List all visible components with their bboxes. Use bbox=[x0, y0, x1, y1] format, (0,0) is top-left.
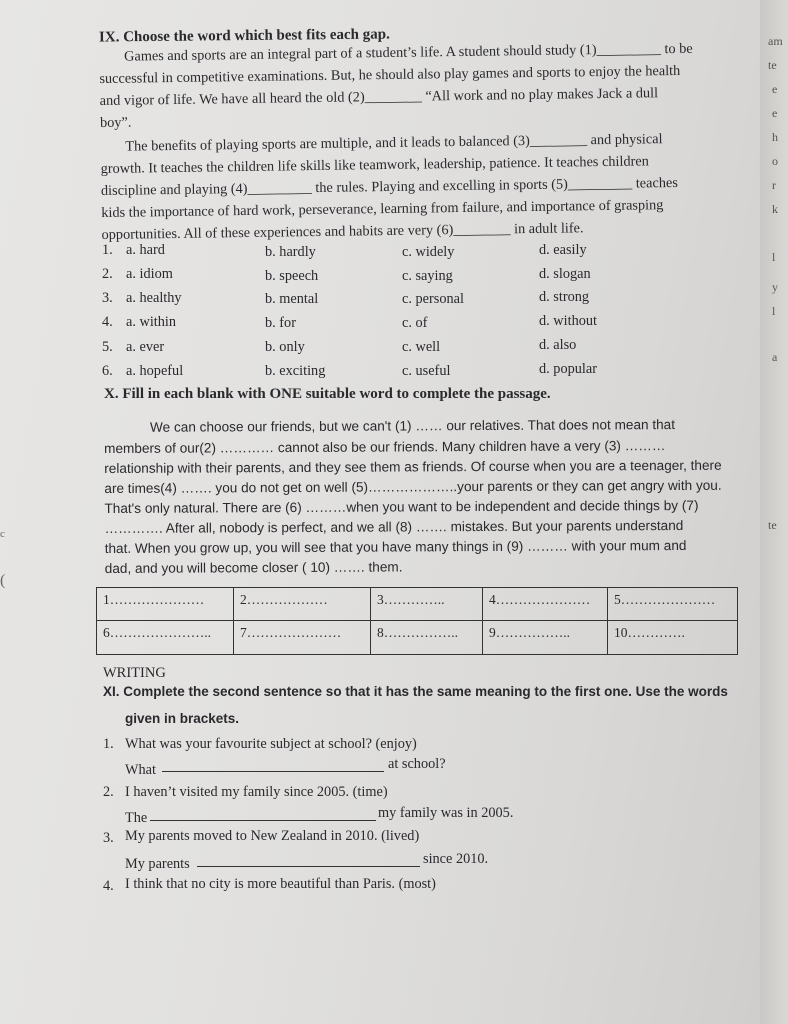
option-b[interactable]: b. exciting bbox=[265, 363, 326, 379]
answer-cell[interactable]: 7………………… bbox=[234, 621, 371, 654]
answer-cell[interactable]: 5………………… bbox=[608, 588, 737, 621]
option-d[interactable]: d. also bbox=[539, 337, 577, 353]
option-d[interactable]: d. without bbox=[539, 313, 597, 329]
ex11-title: XI. Complete the second sentence so that it has the same meaning to the first one. Use the words bbox=[103, 684, 728, 699]
option-a[interactable]: a. hopeful bbox=[126, 363, 184, 379]
ex10-line: dad, and you will become closer ( 10) ……. them. bbox=[104, 559, 403, 576]
option-number: 4. bbox=[102, 314, 113, 330]
item-number: 1. bbox=[103, 736, 114, 752]
option-number: 3. bbox=[102, 290, 113, 306]
margin-fragment: r bbox=[772, 178, 776, 192]
margin-fragment: a bbox=[772, 350, 778, 364]
item-question: What was your favourite subject at school? (enjoy) bbox=[125, 736, 417, 752]
answer-grid bbox=[96, 587, 738, 655]
answer-cell[interactable]: 1………………… bbox=[97, 588, 234, 621]
option-d[interactable]: d. easily bbox=[539, 242, 587, 258]
margin-fragment: y bbox=[772, 280, 778, 294]
ex10-line: relationship with their parents, and they see them as friends. Of course when you are a teenager, there bbox=[104, 457, 722, 476]
margin-fragment: k bbox=[772, 202, 778, 216]
ex9-line: and vigor of life. We have all heard the old (2)________ “All work and no play makes Jack a dull bbox=[99, 85, 659, 110]
margin-fragment: o bbox=[772, 154, 778, 168]
ex9-line: Games and sports are an integral part of a student’s life. A student should study (1)_________ to be bbox=[123, 40, 693, 65]
item-start: My parents bbox=[125, 856, 190, 872]
ex9-line: kids the importance of hard work, perseverance, learning from failure, and importance of grasping bbox=[101, 197, 664, 221]
answer-cell[interactable]: 10…………. bbox=[614, 625, 685, 640]
answer-cell[interactable]: 3………….. bbox=[371, 588, 483, 621]
item-number: 4. bbox=[103, 878, 114, 894]
option-b[interactable]: b. for bbox=[265, 315, 296, 331]
ex9-title: IX. Choose the word which best fits each gap. bbox=[98, 26, 390, 46]
margin-fragment: l bbox=[772, 250, 776, 264]
left-edge-mark: c bbox=[0, 528, 5, 540]
item-number: 3. bbox=[103, 830, 114, 846]
ex9-line: boy”. bbox=[99, 114, 132, 132]
ex10-line: that. When you grow up, you will see that you have many things in (9) ……… with your mum and bbox=[104, 537, 687, 556]
option-a[interactable]: a. ever bbox=[126, 339, 165, 355]
answer-line[interactable] bbox=[162, 771, 384, 772]
option-c[interactable]: c. saying bbox=[402, 268, 453, 284]
item-question: I haven’t visited my family since 2005. (time) bbox=[125, 784, 388, 800]
option-c[interactable]: c. well bbox=[402, 339, 441, 355]
margin-fragment: te bbox=[768, 518, 777, 532]
option-a[interactable]: a. within bbox=[126, 314, 177, 330]
option-a[interactable]: a. idiom bbox=[126, 266, 173, 282]
item-number: 2. bbox=[103, 784, 114, 800]
ex10-line: We can choose our friends, but we can't (1) …… our relatives. That does not mean that bbox=[149, 417, 676, 435]
option-number: 2. bbox=[102, 266, 113, 282]
margin-fragment: e bbox=[772, 82, 778, 96]
option-a[interactable]: a. healthy bbox=[126, 290, 182, 306]
ex9-line: discipline and playing (4)_________ the rules. Playing and excelling in sports (5)_________ teaches bbox=[100, 174, 678, 199]
ex10-line: …………. After all, nobody is perfect, and we all (8) ……. mistakes. But your parents understand bbox=[104, 517, 684, 536]
item-start: The bbox=[125, 810, 148, 826]
option-number: 6. bbox=[102, 363, 113, 379]
option-d[interactable]: d. slogan bbox=[539, 266, 591, 282]
answer-line[interactable] bbox=[197, 866, 420, 867]
margin-fragment: te bbox=[768, 58, 777, 72]
margin-fragment: am bbox=[768, 34, 783, 48]
ex9-line: growth. It teaches the children life skills like teamwork, leadership, patience. It teaches children bbox=[100, 153, 649, 178]
left-edge-mark: ( bbox=[0, 572, 6, 589]
option-b[interactable]: b. mental bbox=[265, 291, 319, 307]
answer-cell[interactable]: 2……………… bbox=[234, 588, 371, 621]
item-end: my family was in 2005. bbox=[378, 805, 514, 821]
option-number: 5. bbox=[102, 339, 113, 355]
option-c[interactable]: c. widely bbox=[402, 244, 455, 260]
option-c[interactable]: c. useful bbox=[402, 363, 451, 379]
margin-fragment: e bbox=[772, 106, 778, 120]
item-question: My parents moved to New Zealand in 2010. (lived) bbox=[125, 828, 420, 844]
option-c[interactable]: c. of bbox=[402, 315, 428, 331]
ex10-line: That's only natural. There are (6) ………when you want to be independent and decide things by (7) bbox=[104, 497, 699, 516]
item-end: since 2010. bbox=[423, 851, 489, 867]
answer-cell[interactable]: 8…………….. bbox=[371, 621, 483, 654]
ex9-line: The benefits of playing sports are multiple, and it leads to balanced (3)________ and physical bbox=[125, 131, 663, 155]
option-b[interactable]: b. only bbox=[265, 339, 305, 355]
option-c[interactable]: c. personal bbox=[402, 291, 464, 307]
ex9-line: successful in competitive examinations. But, he should also play games and sports to enjoy the health bbox=[99, 62, 681, 88]
option-b[interactable]: b. hardly bbox=[265, 244, 316, 260]
item-end: at school? bbox=[388, 756, 446, 772]
item-question: I think that no city is more beautiful than Paris. (most) bbox=[125, 876, 436, 892]
option-a[interactable]: a. hard bbox=[126, 242, 165, 258]
ex10-line: members of our(2) ………… cannot also be our friends. Many children have a very (3) ……… bbox=[104, 438, 666, 456]
answer-cell[interactable]: 4………………… bbox=[483, 588, 608, 621]
answer-line[interactable] bbox=[150, 820, 376, 821]
option-b[interactable]: b. speech bbox=[265, 268, 319, 284]
ex10-line: are times(4) ……. you do not get on well (5)………………..your parents or they can get angry with you. bbox=[104, 477, 722, 496]
margin-fragment: h bbox=[772, 130, 778, 144]
answer-cell[interactable]: 6………………….. bbox=[97, 621, 234, 654]
option-number: 1. bbox=[102, 242, 113, 258]
ex10-title: X. Fill in each blank with ONE suitable word to complete the passage. bbox=[104, 386, 551, 402]
next-page-edge bbox=[760, 0, 787, 1024]
margin-fragment: l bbox=[772, 304, 776, 318]
option-d[interactable]: d. strong bbox=[539, 289, 590, 305]
answer-cell[interactable]: 9…………….. bbox=[483, 621, 608, 654]
ex9-line: opportunities. All of these experiences and habits are very (6)________ in adult life. bbox=[101, 220, 584, 243]
option-d[interactable]: d. popular bbox=[539, 361, 597, 377]
item-start: What bbox=[125, 762, 156, 778]
writing-heading: WRITING bbox=[103, 665, 166, 681]
ex11-title-cont: given in brackets. bbox=[125, 711, 240, 726]
